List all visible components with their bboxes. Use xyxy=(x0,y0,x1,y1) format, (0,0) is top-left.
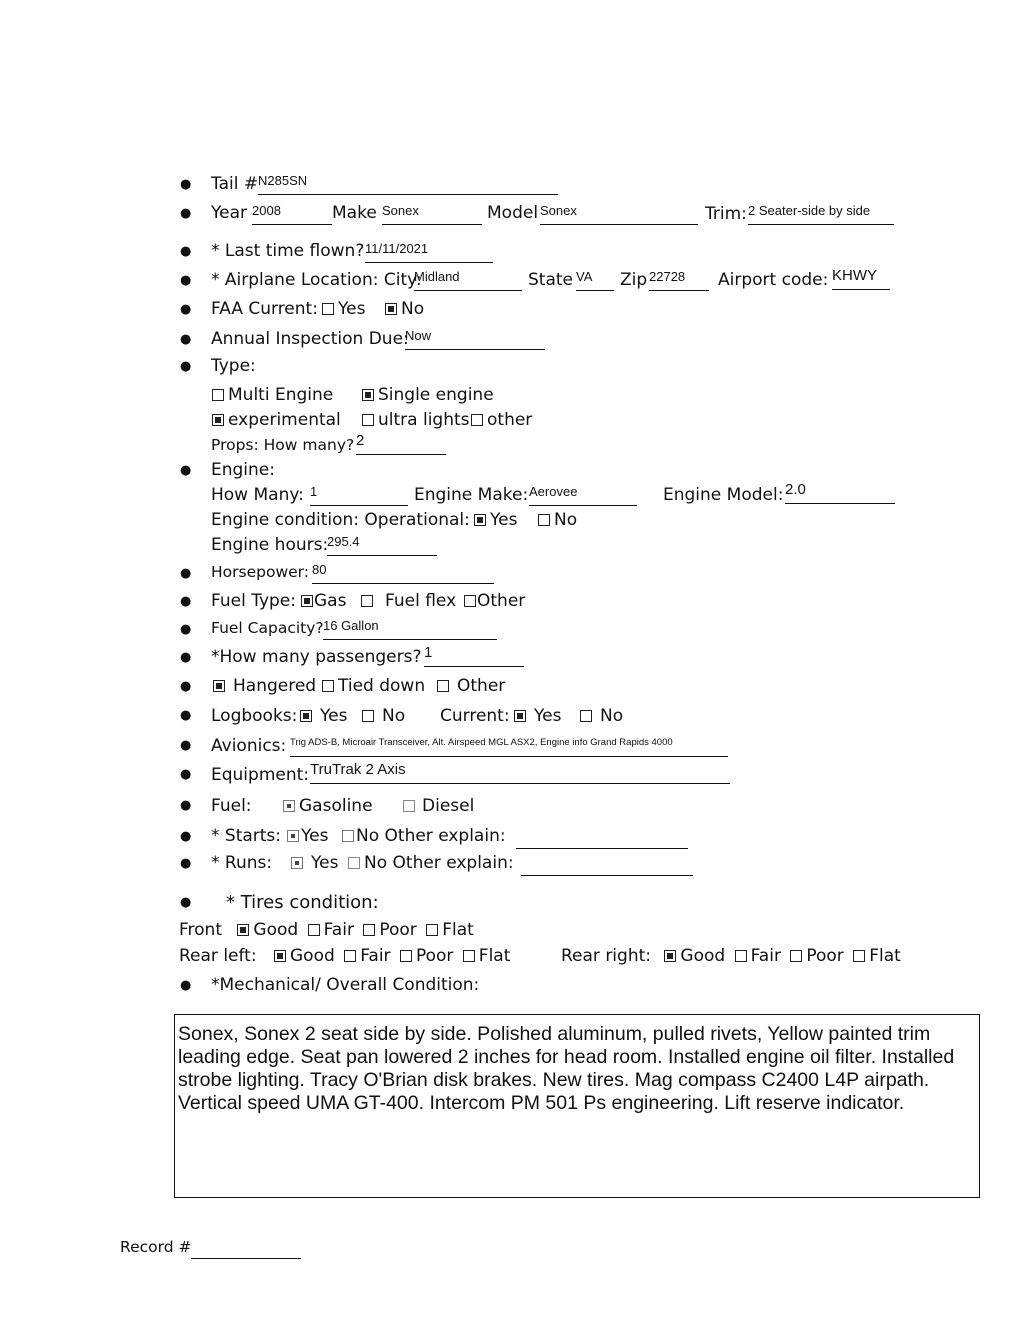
engine-yes-text: Yes xyxy=(490,510,518,530)
type-experimental-text: experimental xyxy=(228,410,341,430)
tires-rear-right-row xyxy=(561,945,901,967)
faa-no-option[interactable] xyxy=(385,299,424,319)
equipment-field[interactable]: TruTrak 2 Axis xyxy=(310,763,730,784)
checkbox-icon[interactable] xyxy=(538,514,550,526)
rear-right-poor-option[interactable] xyxy=(790,946,843,966)
rear-left-flat-option[interactable] xyxy=(463,946,511,966)
starts-no-text: No Other explain: xyxy=(356,826,506,846)
type-label: Type: xyxy=(211,356,256,376)
current-label: Current: xyxy=(440,706,510,726)
checkbox-checked-icon[interactable] xyxy=(385,303,397,315)
fuel-gasoline-text: Gasoline xyxy=(299,796,373,816)
bullet: ● xyxy=(180,650,192,665)
annual-label: Annual Inspection Due: xyxy=(211,329,409,349)
bullet: ● xyxy=(180,622,192,637)
logbooks-yes-text: Yes xyxy=(320,706,348,726)
rear-right-flat-option[interactable] xyxy=(853,946,901,966)
bullet: ● xyxy=(180,708,192,723)
rear-left-good-option[interactable] xyxy=(274,946,335,966)
bullet: ● xyxy=(180,566,192,581)
checkbox-icon[interactable] xyxy=(322,680,334,692)
runs-explain-field[interactable] xyxy=(521,855,693,876)
checkbox-icon[interactable] xyxy=(322,303,334,315)
state-label: State xyxy=(528,270,573,290)
faa-yes-text: Yes xyxy=(338,299,366,319)
engine-no-option[interactable] xyxy=(538,510,577,530)
starts-yes-text: Yes xyxy=(301,826,329,846)
checkbox-icon[interactable] xyxy=(580,710,592,722)
storage-other-option[interactable] xyxy=(437,676,505,696)
city-field[interactable]: Midland xyxy=(414,270,522,291)
location-label: * Airplane Location: City: xyxy=(211,270,422,290)
runs-no-option[interactable] xyxy=(348,853,514,873)
logbooks-label: Logbooks: xyxy=(211,706,298,726)
horsepower-field[interactable]: 80 xyxy=(312,563,494,584)
runs-yes-option[interactable] xyxy=(291,853,338,873)
annual-field[interactable]: Now xyxy=(405,329,545,350)
rear-left-poor-text: Poor xyxy=(415,946,454,966)
type-single-text: Single engine xyxy=(378,385,494,405)
checkbox-icon[interactable] xyxy=(362,414,374,426)
checkbox-checked-icon[interactable] xyxy=(664,950,676,962)
runs-no-text: No Other explain: xyxy=(364,853,514,873)
checkbox-checked-icon[interactable] xyxy=(287,830,299,842)
engine-model-field[interactable]: 2.0 xyxy=(785,483,895,504)
bullet: ● xyxy=(180,798,192,813)
equipment-label: Equipment: xyxy=(211,765,310,785)
bullet: ● xyxy=(180,177,192,192)
storage-other-text: Other xyxy=(457,676,506,696)
type-other-text: other xyxy=(487,410,533,430)
fuel-type-label: Fuel Type: xyxy=(211,591,296,611)
checkbox-icon[interactable] xyxy=(361,595,373,607)
checkbox-icon[interactable] xyxy=(400,950,412,962)
condition-notes-box[interactable]: Sonex, Sonex 2 seat side by side. Polished aluminum, pulled rivets, Yellow painted trim leading edge. Seat pan lowered 2 inches for head room. Installed engine oil filter. Installed strobe lighting. Tracy O'Brian disk brakes. New tires. Mag compass C2400 L4P airpath. Vertical speed UMA GT-400. Intercom PM 501 Ps engineering. Lift reserve indicator. xyxy=(174,1014,980,1198)
tires-rear-left-row xyxy=(179,945,510,967)
checkbox-icon[interactable] xyxy=(363,924,375,936)
faa-label: FAA Current: xyxy=(211,299,318,319)
bullet: ● xyxy=(180,978,192,993)
runs-yes-text: Yes xyxy=(311,853,339,873)
engine-make-label: Engine Make: xyxy=(414,485,529,505)
checkbox-checked-icon[interactable] xyxy=(213,680,225,692)
mechanical-label: *Mechanical/ Overall Condition: xyxy=(211,975,480,995)
current-no-text: No xyxy=(600,706,624,726)
checkbox-icon[interactable] xyxy=(403,800,415,812)
engine-yes-option[interactable] xyxy=(474,510,517,530)
bullet: ● xyxy=(180,829,192,844)
checkbox-icon[interactable] xyxy=(362,710,374,722)
type-multi-option[interactable] xyxy=(212,385,333,405)
fuel-capacity-field[interactable]: 16 Gallon xyxy=(323,619,497,640)
tires-front-row xyxy=(179,919,474,941)
faa-yes-option[interactable] xyxy=(322,299,365,319)
rear-right-flat-text: Flat xyxy=(869,946,901,966)
checkbox-icon[interactable] xyxy=(348,857,360,869)
fuel-label: Fuel: xyxy=(211,796,252,816)
engine-how-many-label: How Many: xyxy=(211,485,304,505)
horsepower-label: Horsepower: xyxy=(211,563,309,581)
year-field[interactable]: 2008 xyxy=(252,204,332,225)
checkbox-icon[interactable] xyxy=(790,950,802,962)
checkbox-checked-icon[interactable] xyxy=(474,514,486,526)
make-field[interactable]: Sonex xyxy=(382,204,482,225)
engine-make-field[interactable]: Aerovee xyxy=(529,485,637,506)
checkbox-checked-icon[interactable] xyxy=(237,924,249,936)
rear-right-good-text: Good xyxy=(680,946,726,966)
checkbox-icon[interactable] xyxy=(471,414,483,426)
record-label: Record # xyxy=(120,1238,192,1256)
make-label: Make xyxy=(332,203,377,223)
rear-left-poor-option[interactable] xyxy=(400,946,453,966)
starts-explain-field[interactable] xyxy=(516,828,688,849)
hangered-text: Hangered xyxy=(233,676,317,696)
starts-yes-option[interactable] xyxy=(287,826,328,846)
zip-field[interactable]: 22728 xyxy=(649,270,709,291)
front-poor-text: Poor xyxy=(379,920,417,940)
front-flat-option[interactable] xyxy=(426,920,474,940)
type-ultra-option[interactable] xyxy=(362,410,470,430)
rear-right-good-option[interactable] xyxy=(664,946,725,966)
type-ultra-text: ultra lights xyxy=(378,410,470,430)
hangered-option[interactable] xyxy=(213,676,316,696)
front-flat-text: Flat xyxy=(442,920,474,940)
runs-label: * Runs: xyxy=(211,853,273,873)
bullet: ● xyxy=(180,767,192,782)
fuel-capacity-label: Fuel Capacity? xyxy=(211,619,324,637)
checkbox-icon[interactable] xyxy=(463,950,475,962)
checkbox-icon[interactable] xyxy=(342,830,354,842)
bullet: ● xyxy=(180,679,192,694)
bullet: ● xyxy=(180,856,192,871)
avionics-label: Avionics: xyxy=(211,736,287,756)
fuel-flex-text: Fuel flex xyxy=(385,591,457,611)
checkbox-checked-icon[interactable] xyxy=(362,389,374,401)
engine-model-label: Engine Model: xyxy=(663,485,784,505)
front-fair-text: Fair xyxy=(323,920,354,940)
tied-down-option[interactable] xyxy=(322,676,425,696)
type-single-option[interactable] xyxy=(362,385,494,405)
fuel-diesel-text: Diesel xyxy=(422,796,475,816)
bullet: ● xyxy=(180,463,192,478)
engine-how-many-field[interactable]: 1 xyxy=(310,485,408,506)
model-field[interactable]: Sonex xyxy=(540,204,698,225)
fuel-gasoline-option[interactable] xyxy=(283,796,373,816)
passengers-label: *How many passengers? xyxy=(211,647,422,667)
tires-rear-right-label: Rear right: xyxy=(561,946,651,966)
front-good-option[interactable] xyxy=(237,920,298,940)
checkbox-checked-icon[interactable] xyxy=(212,414,224,426)
starts-no-option[interactable] xyxy=(342,826,506,846)
checkbox-checked-icon[interactable] xyxy=(514,710,526,722)
rear-left-good-text: Good xyxy=(290,946,335,966)
record-field[interactable] xyxy=(191,1238,301,1259)
rear-left-fair-text: Fair xyxy=(360,946,391,966)
engine-hours-field[interactable]: 295.4 xyxy=(327,535,437,556)
fuel-gas-option[interactable] xyxy=(301,591,346,611)
checkbox-checked-icon[interactable] xyxy=(283,800,295,812)
zip-label: Zip xyxy=(620,270,648,290)
current-yes-option[interactable] xyxy=(514,706,561,726)
faa-no-text: No xyxy=(401,299,425,319)
logbooks-yes-option[interactable] xyxy=(300,706,347,726)
checkbox-icon[interactable] xyxy=(308,924,320,936)
checkbox-icon[interactable] xyxy=(853,950,865,962)
last-flown-field[interactable]: 11/11/2021 xyxy=(365,242,493,263)
current-no-option[interactable] xyxy=(580,706,623,726)
tail-field[interactable]: N285SN xyxy=(258,174,558,195)
starts-label: * Starts: xyxy=(211,826,282,846)
props-field[interactable]: 2 xyxy=(356,434,446,455)
fuel-diesel-option[interactable] xyxy=(403,796,474,816)
bullet: ● xyxy=(180,302,192,317)
airport-field[interactable]: KHWY xyxy=(832,269,890,290)
engine-no-text: No xyxy=(554,510,578,530)
rear-left-fair-option[interactable] xyxy=(344,946,390,966)
engine-label: Engine: xyxy=(211,460,275,480)
tires-front-label: Front xyxy=(179,920,222,940)
checkbox-icon[interactable] xyxy=(735,950,747,962)
checkbox-icon[interactable] xyxy=(212,389,224,401)
props-label: Props: How many? xyxy=(211,436,355,454)
avionics-field[interactable]: Trig ADS-B, Microair Transceiver, Alt. Airspeed MGL ASX2, Engine info Grand Rapids 4000 xyxy=(290,736,728,757)
checkbox-icon[interactable] xyxy=(426,924,438,936)
engine-hours-label: Engine hours: xyxy=(211,535,329,555)
checkbox-checked-icon[interactable] xyxy=(291,857,303,869)
passengers-field[interactable]: 1 xyxy=(424,646,524,667)
front-poor-option[interactable] xyxy=(363,920,416,940)
fuel-other-option[interactable] xyxy=(464,591,525,611)
rear-right-fair-text: Fair xyxy=(750,946,781,966)
bullet: ● xyxy=(180,359,192,374)
tires-label: * Tires condition: xyxy=(226,892,379,913)
bullet: ● xyxy=(180,206,192,221)
fuel-flex-option[interactable] xyxy=(361,591,456,611)
tires-rear-left-label: Rear left: xyxy=(179,946,257,966)
last-flown-label: * Last time flown? xyxy=(211,241,365,261)
bullet: ● xyxy=(180,244,192,259)
type-experimental-option[interactable] xyxy=(212,410,341,430)
checkbox-checked-icon[interactable] xyxy=(274,950,286,962)
type-other-option[interactable] xyxy=(471,410,532,430)
trim-field[interactable]: 2 Seater-side by side xyxy=(748,204,894,225)
type-multi-text: Multi Engine xyxy=(228,385,334,405)
fuel-gas-text: Gas xyxy=(314,591,347,611)
fuel-other-text: Other xyxy=(477,591,526,611)
bullet: ● xyxy=(180,273,192,288)
rear-right-poor-text: Poor xyxy=(806,946,844,966)
checkbox-checked-icon[interactable] xyxy=(300,710,312,722)
tail-label: Tail # xyxy=(211,174,259,194)
checkbox-icon[interactable] xyxy=(344,950,356,962)
front-good-text: Good xyxy=(253,920,299,940)
bullet: ● xyxy=(180,332,192,347)
current-yes-text: Yes xyxy=(534,706,562,726)
bullet: ● xyxy=(180,895,192,910)
rear-left-flat-text: Flat xyxy=(478,946,511,966)
logbooks-no-text: No xyxy=(382,706,406,726)
checkbox-icon[interactable] xyxy=(437,680,449,692)
checkbox-checked-icon[interactable] xyxy=(301,595,313,607)
engine-condition-label: Engine condition: Operational: xyxy=(211,510,470,530)
front-fair-option[interactable] xyxy=(308,920,354,940)
rear-right-fair-option[interactable] xyxy=(735,946,781,966)
airport-label: Airport code: xyxy=(718,270,829,290)
trim-label: Trim: xyxy=(705,204,747,224)
bullet: ● xyxy=(180,738,192,753)
bullet: ● xyxy=(180,594,192,609)
logbooks-no-option[interactable] xyxy=(362,706,405,726)
state-field[interactable]: VA xyxy=(576,270,614,291)
year-label: Year xyxy=(211,203,247,223)
model-label: Model xyxy=(487,203,539,223)
checkbox-icon[interactable] xyxy=(464,595,476,607)
tied-down-text: Tied down xyxy=(338,676,426,696)
